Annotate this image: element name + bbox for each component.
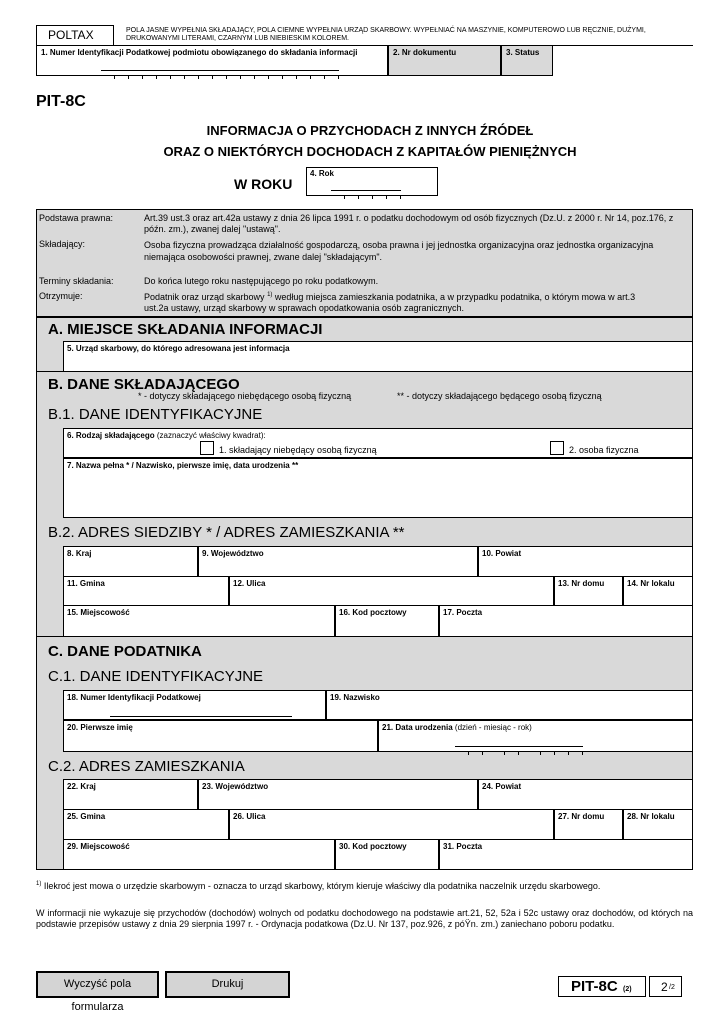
field-10-label: 10. Powiat (482, 549, 522, 558)
birth-date-ticks (455, 742, 583, 747)
field-18-label: 18. Numer Identyfikacji Podatkowej (67, 693, 201, 702)
year-ticks (331, 186, 401, 191)
field-16-postal-code[interactable] (335, 605, 439, 637)
field-5-tax-office[interactable] (63, 341, 693, 372)
poltax-label: POLTAX (48, 28, 94, 42)
field-23-voivodeship[interactable] (198, 779, 478, 810)
clear-form-button[interactable]: Wyczyść pola formularza (36, 971, 159, 998)
field-17-post-office[interactable] (439, 605, 693, 637)
field-2-doc-number (388, 45, 501, 76)
checkbox-non-natural[interactable] (200, 441, 214, 455)
field-25-label: 25. Gmina (67, 812, 106, 821)
footnote-mark: 1) (36, 881, 42, 887)
field-9-voivodeship[interactable] (198, 546, 478, 577)
field-13-house-no[interactable] (554, 576, 623, 606)
field-6-type (63, 428, 693, 458)
field-22-label: 22. Kraj (67, 782, 96, 791)
otrzymuje-label: Otrzymuje: (39, 291, 83, 301)
otrzymuje-text (144, 290, 644, 314)
field-5-label: 5. Urząd skarbowy, do którego adresowana jest informacja (67, 344, 290, 353)
field-23-label: 23. Województwo (202, 782, 269, 791)
header-instructions: POLA JASNE WYPEŁNIA SKŁADAJĄCY, POLA CIEMNE WYPEŁNIA URZĄD SKARBOWY. WYPEŁNIAĆ NA MASZYNIE, KOMPUTEROWO LUB RĘCZNIE, DUŻYMI, DRUKOWANYMI LITERAMI, CZARNYM LUB NIEBIESKIM KOLOREM. (126, 27, 646, 42)
form-code: PIT-8C (36, 93, 86, 110)
field-10-county[interactable] (478, 546, 693, 577)
field-7-label: 7. Nazwa pełna * / Nazwisko, pierwsze imię, data urodzenia ** (67, 461, 299, 470)
footer-page-box (649, 976, 682, 997)
section-c1-title: C.1. DANE IDENTYFIKACYJNE (48, 668, 264, 685)
field-11-commune[interactable] (63, 576, 229, 606)
field-12-label: 12. Ulica (233, 579, 266, 588)
field-28-label: 28. Nr lokalu (627, 812, 675, 821)
field-29-city[interactable] (63, 839, 335, 870)
terminy-label: Terminy składania: (39, 276, 114, 286)
note-non-natural: * - dotyczy składającego niebędącego osobą fizyczną (138, 391, 352, 401)
section-c2-title: C.2. ADRES ZAMIESZKANIA (48, 758, 245, 775)
otrzymuje-text-a: Podatnik oraz urząd skarbowy (144, 292, 268, 302)
nip-ticks (101, 66, 339, 71)
footnote (36, 881, 693, 891)
field-14-label: 14. Nr lokalu (627, 579, 675, 588)
section-b-title: B. DANE SKŁADAJĄCEGO (48, 376, 240, 393)
field-30-label: 30. Kod pocztowy (339, 842, 407, 851)
field-14-flat-no[interactable] (623, 576, 693, 606)
field-6-label-text: 6. Rodzaj składającego (67, 431, 155, 440)
field-6-hint: (zaznaczyć właściwy kwadrat): (156, 431, 266, 440)
field-20-label: 20. Pierwsze imię (67, 723, 133, 732)
field-18-nip[interactable] (63, 690, 326, 720)
field-3-label: 3. Status (506, 48, 540, 57)
field-29-label: 29. Miejscowość (67, 842, 130, 851)
form-title-line2: ORAZ O NIEKTÓRYCH DOCHODACH Z KAPITAŁÓW PIENIĘŻNYCH (163, 144, 577, 159)
otrzymuje-footnote-ref: 1) (267, 292, 273, 298)
option-non-natural: 1. składający niebędący osobą fizyczną (219, 445, 377, 455)
field-24-label: 24. Powiat (482, 782, 522, 791)
field-21-label (382, 723, 532, 732)
field-12-street[interactable] (229, 576, 554, 606)
section-a-title: A. MIEJSCE SKŁADANIA INFORMACJI (48, 321, 323, 338)
skladajacy-label: Składający: (39, 239, 86, 249)
info-text: W informacji nie wykazuje się przychodów (dochodów) wolnych od podatku dochodowego na podstawie art.21, 52, 52a i 52c ustawy oraz dochodów, od których na podstawie przepisów ustawy z dnia 29 sierpnia 1997 r. - Ordynacja podatkowa (Dz.U. Nr 137, poz.926, z póŸn. zm.) zaniechano poboru podatku. (36, 908, 693, 929)
field-30-postal-code[interactable] (335, 839, 439, 870)
field-31-label: 31. Poczta (443, 842, 483, 851)
field-21-label-text: 21. Data urodzenia (382, 723, 453, 732)
field-24-county[interactable] (478, 779, 693, 810)
footer-form-code-box (558, 976, 646, 997)
option-natural: 2. osoba fizyczna (569, 445, 639, 455)
print-button[interactable]: Drukuj (165, 971, 290, 998)
field-27-house-no[interactable] (554, 809, 623, 840)
terminy-text: Do końca lutego roku następującego po roku podatkowym. (144, 276, 379, 286)
field-19-surname[interactable] (326, 690, 693, 720)
field-15-city[interactable] (63, 605, 335, 637)
podstawa-label: Podstawa prawna: (39, 213, 114, 223)
field-1-label: 1. Numer Identyfikacji Podatkowej podmiotu obowiązanego do składania informacji (41, 48, 358, 57)
footer-page: 2 (661, 980, 668, 994)
podstawa-text: Art.39 ust.3 oraz art.42a ustawy z dnia 26 lipca 1991 r. o podatku dochodowym od osób fizycznych (Dz.U. z 2000 r. Nr 14, poz.176, z późn. zm.), zwanej dalej "ustawą". (144, 213, 674, 234)
field-16-label: 16. Kod pocztowy (339, 608, 407, 617)
field-8-country[interactable] (63, 546, 198, 577)
form-title-line1: INFORMACJA O PRZYCHODACH Z INNYCH ŹRÓDEŁ (206, 123, 534, 138)
footer-page-total: /2 (669, 984, 675, 991)
field-31-post-office[interactable] (439, 839, 693, 870)
field-1-nip[interactable] (36, 45, 388, 76)
section-b2-title: B.2. ADRES SIEDZIBY * / ADRES ZAMIESZKANIA ** (48, 524, 405, 541)
field-2-label: 2. Nr dokumentu (393, 48, 457, 57)
section-c-title: C. DANE PODATNIKA (48, 643, 202, 660)
field-28-flat-no[interactable] (623, 809, 693, 840)
field-3-status (501, 45, 553, 76)
field-26-label: 26. Ulica (233, 812, 266, 821)
field-7-name[interactable] (63, 458, 693, 518)
field-25-commune[interactable] (63, 809, 229, 840)
field-21-birth-date[interactable] (378, 720, 693, 752)
field-6-label (67, 431, 266, 440)
field-8-label: 8. Kraj (67, 549, 92, 558)
footer-version: (2) (623, 986, 632, 993)
field-26-street[interactable] (229, 809, 554, 840)
field-4-year[interactable] (306, 167, 438, 196)
note-natural: ** - dotyczy składającego będącego osobą fizyczną (397, 391, 602, 401)
w-roku-label: W ROKU (234, 176, 293, 192)
field-20-first-name[interactable] (63, 720, 378, 752)
otrzymuje-text-b: według miejsca zamieszkania podatnika, a w przypadku podatnika, o którym mowa w art.3 ust.2a ustawy, urząd skarbowy w sprawach opodatkowania osób zagranicznych. (144, 292, 636, 313)
field-22-country[interactable] (63, 779, 198, 810)
field-27-label: 27. Nr domu (558, 812, 605, 821)
field-15-label: 15. Miejscowość (67, 608, 130, 617)
field-21-hint: (dzień - miesiąc - rok) (454, 723, 532, 732)
field-19-label: 19. Nazwisko (330, 693, 380, 702)
nip-ticks-c (110, 712, 292, 717)
footnote-text: Ilekroć jest mowa o urzędzie skarbowym - oznacza to urząd skarbowy, którym kieruje właściwy dla podatnika naczelnik urzędu skarbowego. (43, 881, 601, 891)
field-11-label: 11. Gmina (67, 579, 105, 588)
footer-form-code: PIT-8C (571, 978, 618, 995)
checkbox-natural[interactable] (550, 441, 564, 455)
skladajacy-text: Osoba fizyczna prowadząca działalność gospodarczą, osoba prawna i jej jednostka organizacyjna oraz jednostka organizacyjna niemająca osobowości prawnej, zwane dalej "składającym". (144, 240, 654, 262)
section-b1-title: B.1. DANE IDENTYFIKACYJNE (48, 406, 263, 423)
field-17-label: 17. Poczta (443, 608, 483, 617)
field-9-label: 9. Województwo (202, 549, 264, 558)
field-4-label: 4. Rok (310, 169, 335, 178)
field-13-label: 13. Nr domu (558, 579, 605, 588)
